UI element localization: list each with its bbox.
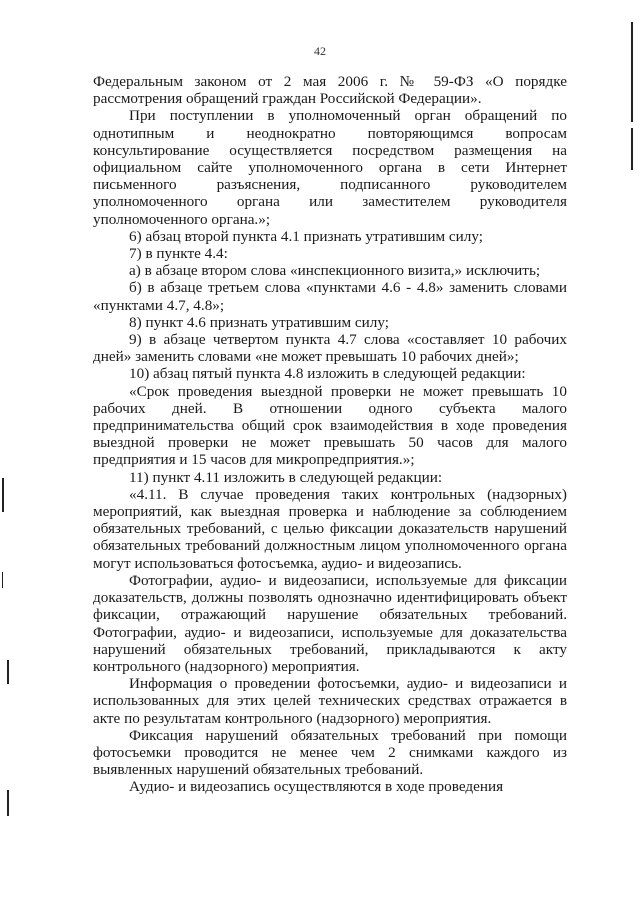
page-number: 42 [314,44,326,58]
paragraph-continuation: Федеральным законом от 2 мая 2006 г. № 59-ФЗ «О порядке рассмотрения обращений граждан Российской Федерации». [93,73,567,108]
amendment-item-10: 10) абзац пятый пункта 4.8 изложить в следующей редакции: [129,365,526,383]
scan-edge-mark [631,22,633,122]
amendment-item-7: 7) в пункте 4.4: [129,245,228,263]
scan-edge-mark [7,660,9,684]
document-body [93,73,567,796]
scan-edge-mark [2,478,4,512]
paragraph-audio-video: Аудио- и видеозапись осуществляются в ходе проведения [129,778,504,796]
amendment-item-6: 6) абзац второй пункта 4.1 признать утратившим силу; [129,227,483,245]
amendment-item-7b: б) в абзаце третьем слова «пунктами 4.6 - 4.8» заменить словами «пунктами 4.7, 4.8»; [93,279,567,314]
amendment-item-9: 9) в абзаце четвертом пункта 4.7 слова «составляет 10 рабочих дней» заменить словами «не может превышать 10 рабочих дней»; [93,331,567,366]
paragraph-consultation: При поступлении в уполномоченный орган обращений по однотипным и неоднократно повторяющимся вопросам консультирование осуществляется посредством размещения на официальном сайте уполномоченного органа в сети Интернет письменного разъяснения, подписанного руководителем уполномоченного органа или заместителем руководителя уполномоченного органа.»; [93,107,567,228]
amendment-item-7a: а) в абзаце втором слова «инспекционного визита,» исключить; [129,262,541,280]
scan-edge-mark [7,790,9,816]
amendment-item-8: 8) пункт 4.6 признать утратившим силу; [129,313,389,331]
quoted-text-inspection-term: «Срок проведения выездной проверки не может превышать 10 рабочих дней. В отношении одного субъекта малого предпринимательства общий срок взаимодействия в ходе проведения выездной проверки не может превышать 50 часов для малого предприятия и 15 часов для микропредприятия.»; [93,382,567,469]
quoted-text-4-11: «4.11. В случае проведения таких контрольных (надзорных) мероприятий, как выездная проверка и наблюдение за соблюдением обязательных требований, с целью фиксации доказательств нарушений обязательных требований должностным лицом уполномоченного органа могут использоваться фотосъемка, аудио- и видеозапись. [93,485,567,572]
amendment-item-11: 11) пункт 4.11 изложить в следующей редакции: [129,468,443,486]
paragraph-recording-info: Информация о проведении фотосъемки, аудио- и видеозаписи и использованных для этих целей технических средствах отражается в акте по результатам контрольного (надзорного) мероприятия. [93,675,567,727]
scan-edge-mark [2,572,3,588]
scan-edge-mark [631,128,633,170]
paragraph-photo-fixation: Фиксация нарушений обязательных требований при помощи фотосъемки проводится не менее чем 2 снимками каждого из выявленных нарушений обязательных требований. [93,726,567,779]
paragraph-photo-evidence: Фотографии, аудио- и видеозаписи, используемые для фиксации доказательств, должны позволять однозначно идентифицировать объект фиксации, отражающий нарушение обязательных требований. Фотографии, аудио- и видеозаписи, используемые для доказательства нарушений обязательных требований, прикладываются к акту контрольного (надзорного) мероприятия. [93,571,567,675]
